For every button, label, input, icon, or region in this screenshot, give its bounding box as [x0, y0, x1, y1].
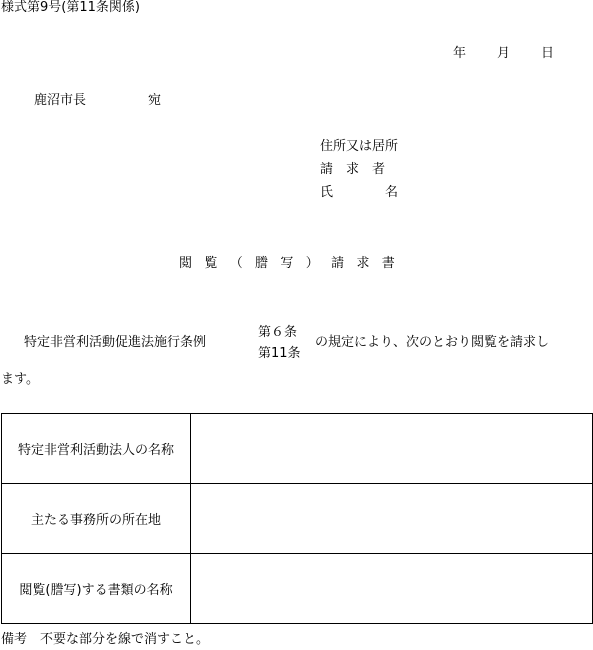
document-title: 閲覧（謄写）請求書 — [179, 256, 408, 271]
requester-name-label: 氏 名 — [320, 185, 399, 200]
form-number: 様式第9号(第11条関係) — [1, 0, 140, 15]
requester-role-label: 請 求 者 — [320, 162, 386, 177]
date-year: 年 — [453, 46, 467, 61]
row-label-document-name: 閲覧(謄写)する書類の名称 — [2, 554, 191, 624]
body-suffix: の規定により、次のとおり閲覧を請求し — [315, 335, 550, 350]
table-row — [2, 554, 593, 624]
body-prefix: 特定非営利活動促進法施行条例 — [24, 335, 207, 350]
row-value-document-name[interactable] — [191, 554, 593, 624]
footnote: 備考 不要な部分を線で消すこと。 — [1, 632, 210, 647]
table-row — [2, 414, 593, 484]
row-label-corporation-name: 特定非営利活動法人の名称 — [2, 414, 191, 484]
body-continuation: ます。 — [1, 372, 39, 387]
body-article-b: 第11条 — [258, 346, 301, 361]
date-day: 日 — [541, 46, 555, 61]
addressee-suffix: 宛 — [148, 93, 162, 108]
date-month: 月 — [497, 46, 511, 61]
table-row — [2, 484, 593, 554]
row-label-office-address: 主たる事務所の所在地 — [2, 484, 191, 554]
body-article-a: 第６条 — [258, 325, 298, 340]
requester-address-label: 住所又は居所 — [320, 139, 399, 154]
request-table — [1, 413, 593, 624]
row-value-office-address[interactable] — [191, 484, 593, 554]
row-value-corporation-name[interactable] — [191, 414, 593, 484]
addressee-name: 鹿沼市長 — [34, 93, 87, 108]
